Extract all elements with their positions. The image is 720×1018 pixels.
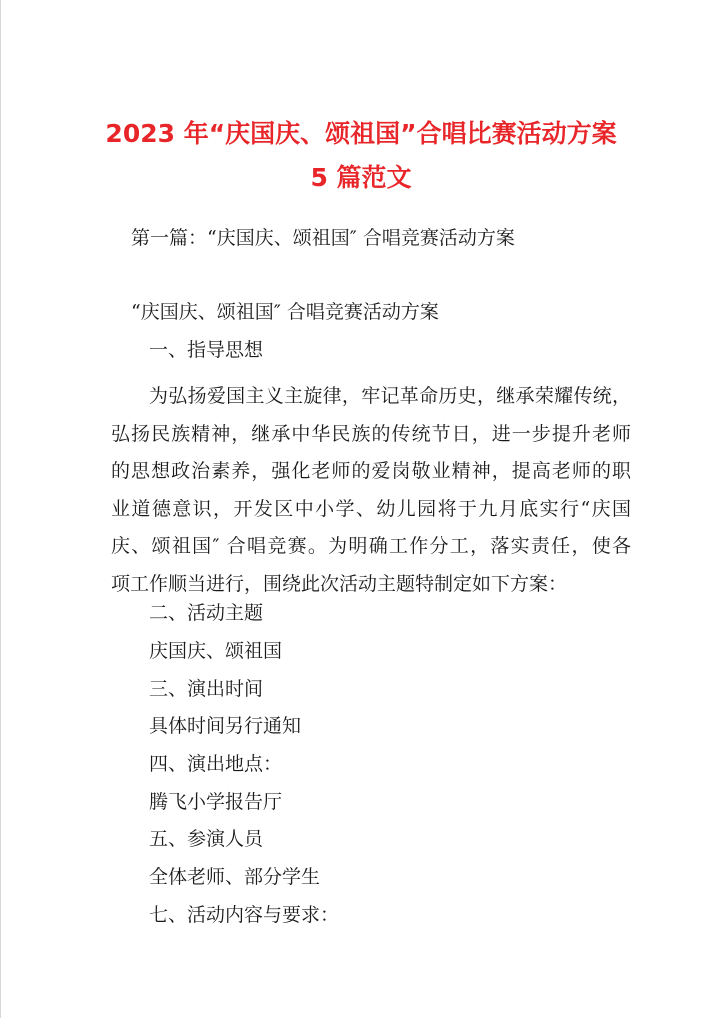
heading-activity-theme: 二、活动主题 xyxy=(149,602,264,624)
activity-theme-text: 庆国庆、颂祖国 xyxy=(149,640,283,662)
heading-activity-content: 七、活动内容与要求： xyxy=(149,904,340,926)
body-line: 的思想政治素养，强化老师的爱岗敬业精神，提高老师的职 xyxy=(111,460,631,483)
body-line: 项工作顺当进行，围绕此次活动主题特制定如下方案： xyxy=(111,572,568,595)
heading-performance-venue: 四、演出地点： xyxy=(149,753,283,775)
section-heading: 第一篇：“庆国庆、颂祖国″ 合唱竞赛活动方案 xyxy=(131,227,515,249)
performance-venue-text: 腾飞小学报告厅 xyxy=(149,791,283,813)
document-title-line-2: 5 篇范文 xyxy=(310,163,412,192)
heading-performance-time: 三、演出时间 xyxy=(149,678,264,700)
document-title-line-1: 2023 年“庆国庆、颂祖国”合唱比赛活动方案 xyxy=(105,119,617,148)
body-line: 庆、颂祖国″ 合唱竞赛。为明确工作分工，落实责任，使各 xyxy=(111,535,631,558)
body-line: 业道德意识，开发区中小学、幼儿园将于九月底实行“庆国 xyxy=(111,497,631,520)
body-line: 弘扬民族精神，继承中华民族的传统节日，进一步提升老师 xyxy=(111,422,631,445)
body-line: 为弘扬爱国主义主旋律，牢记革命历史，继承荣耀传统， xyxy=(149,385,631,407)
heading-guiding-thought: 一、指导思想 xyxy=(149,339,264,361)
body-paragraph xyxy=(111,378,631,604)
performance-time-text: 具体时间另行通知 xyxy=(149,715,302,737)
participants-text: 全体老师、部分学生 xyxy=(149,866,321,888)
heading-participants: 五、参演人员 xyxy=(149,828,264,850)
doc-title: “庆国庆、颂祖国″ 合唱竞赛活动方案 xyxy=(131,301,439,323)
